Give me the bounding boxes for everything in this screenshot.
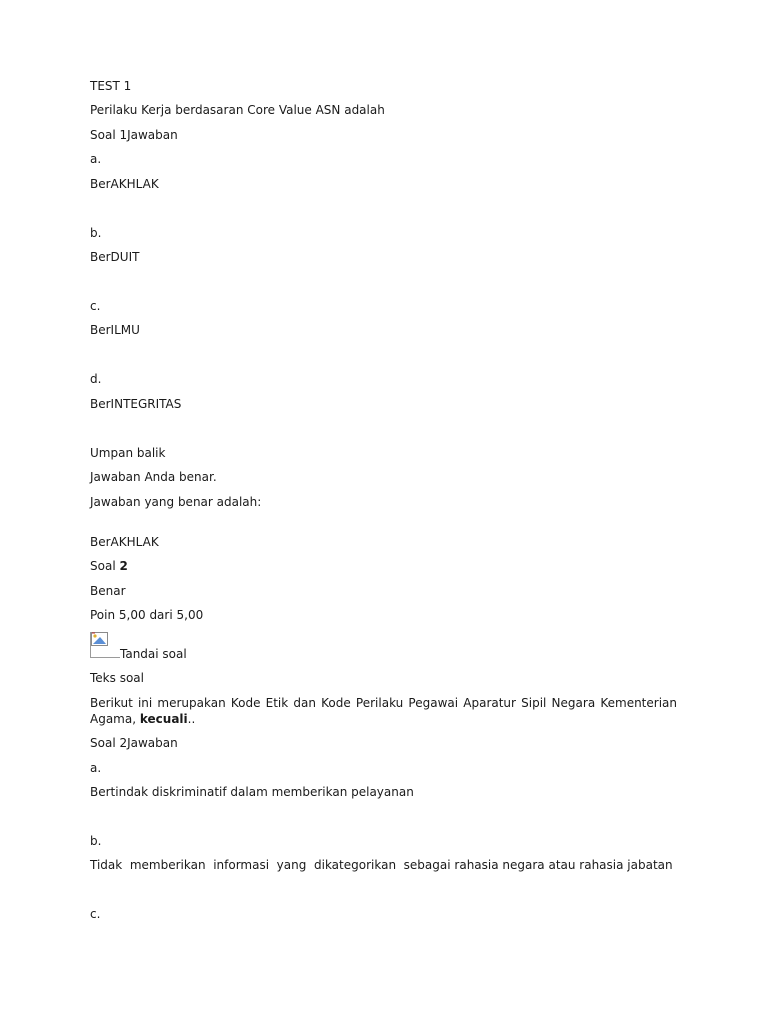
question-2-points: Poin 5,00 dari 5,00 bbox=[90, 608, 204, 622]
document-page bbox=[90, 0, 678, 1024]
q1-option-c-letter: c. bbox=[90, 299, 101, 313]
question-text-heading: Teks soal bbox=[90, 671, 144, 685]
soal-number: 2 bbox=[119, 559, 128, 573]
test-title: TEST 1 bbox=[90, 79, 132, 93]
q2-option-a-letter: a. bbox=[90, 761, 102, 775]
q2-option-b-text[interactable]: Tidak memberikan informasi yang dikategorikan sebagai rahasia negara atau rahasia jabatan bbox=[90, 858, 673, 872]
question-2-tail: .. bbox=[187, 712, 196, 726]
question-1-text: Perilaku Kerja berdasaran Core Value ASN adalah bbox=[90, 103, 385, 117]
q1-option-a-text[interactable]: BerAKHLAK bbox=[90, 177, 159, 191]
question-2-emphasis: kecuali bbox=[139, 712, 188, 726]
flag-question-label[interactable]: Tandai soal bbox=[120, 647, 187, 661]
question-2-text bbox=[90, 695, 677, 727]
question-2-status: Benar bbox=[90, 584, 126, 598]
flag-icon[interactable] bbox=[90, 632, 120, 658]
question-2-main: Berikut ini merupakan Kode Etik dan Kode Perilaku Pegawai Aparatur Sipil Negara Kementerian Agama, bbox=[90, 696, 677, 726]
q2-option-c-letter: c. bbox=[90, 907, 101, 921]
correct-answer: BerAKHLAK bbox=[90, 535, 159, 549]
question-2-heading bbox=[90, 559, 128, 574]
q1-option-b-text[interactable]: BerDUIT bbox=[90, 250, 140, 264]
question-2-label: Soal 2Jawaban bbox=[90, 736, 178, 750]
q2-option-a-text[interactable]: Bertindak diskriminatif dalam memberikan pelayanan bbox=[90, 785, 414, 799]
q1-option-d-letter: d. bbox=[90, 372, 102, 386]
question-1-label: Soal 1Jawaban bbox=[90, 128, 178, 142]
broken-image-icon bbox=[91, 632, 109, 646]
soal-prefix: Soal bbox=[90, 559, 120, 573]
feedback-heading: Umpan balik bbox=[90, 446, 166, 460]
q1-option-d-text[interactable]: BerINTEGRITAS bbox=[90, 397, 182, 411]
q1-option-a-letter: a. bbox=[90, 152, 102, 166]
feedback-result: Jawaban Anda benar. bbox=[90, 470, 217, 484]
q1-option-b-letter: b. bbox=[90, 226, 102, 240]
q2-option-b-letter: b. bbox=[90, 834, 102, 848]
q1-option-c-text[interactable]: BerILMU bbox=[90, 323, 140, 337]
correct-answer-intro: Jawaban yang benar adalah: bbox=[90, 495, 262, 509]
